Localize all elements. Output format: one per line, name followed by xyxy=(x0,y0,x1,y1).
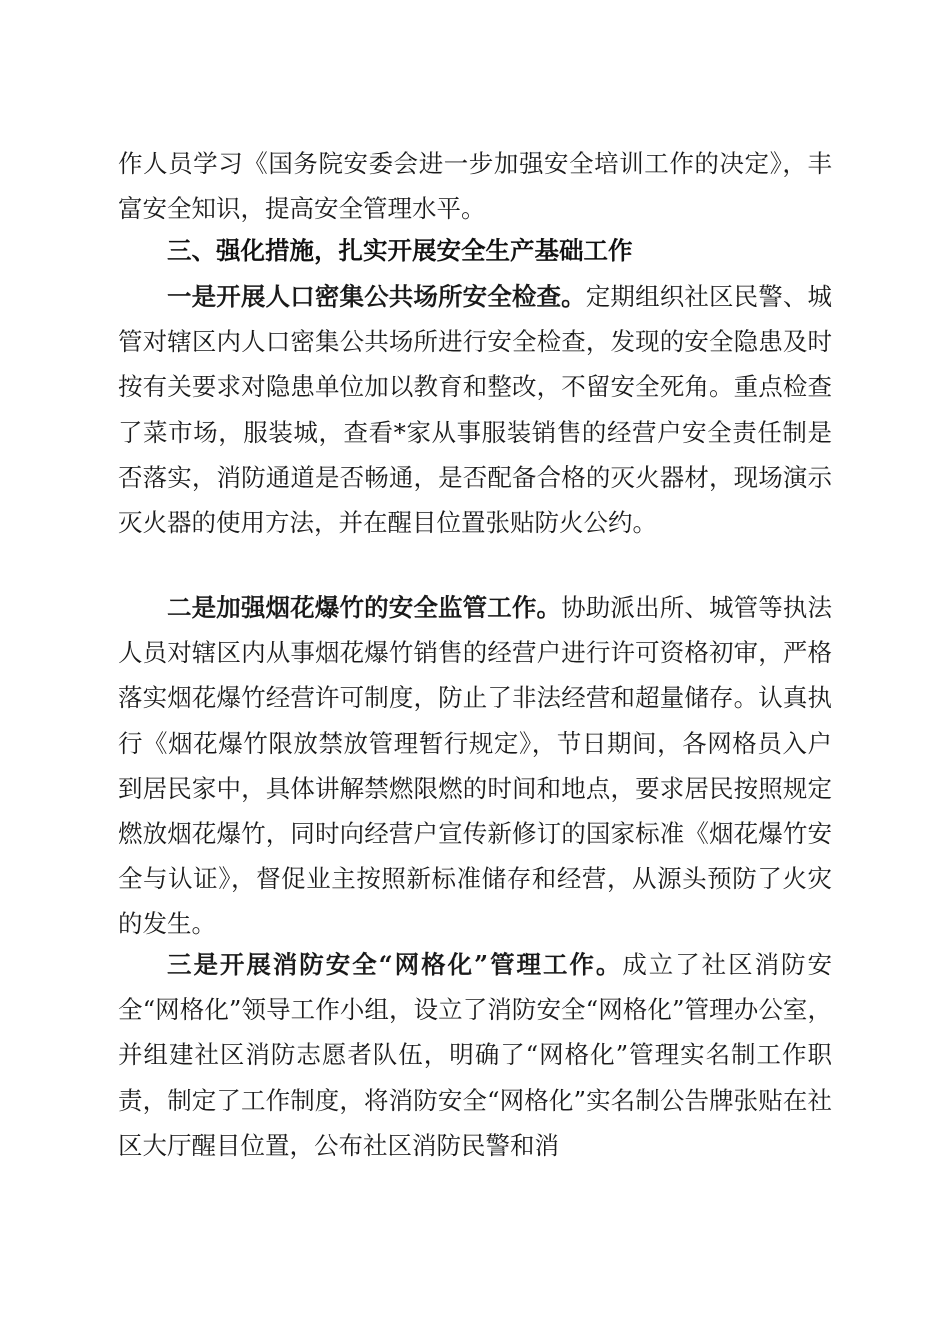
paragraph-continuation xyxy=(118,141,832,231)
paragraph-population-dense-inspection xyxy=(118,274,832,545)
paragraph-grid-management xyxy=(118,942,832,1168)
paragraph-lead: 二是加强烟花爆竹的安全监管工作。 xyxy=(167,593,562,622)
paragraph-text: 协助派出所、城管等执法人员对辖区内从事烟花爆竹销售的经营户进行许可资格初审，严格落实烟花爆竹经营许可制度，防止了非法经营和超量储存。认真执行《烟花爆竹限放禁放管理暂行规定》，节日期间，各网格员入户到居民家中，具体讲解禁燃限燃的时间和地点，要求居民按照规定燃放烟花爆竹，同时向经营户宣传新修订的国家标准《烟花爆竹安全与认证》，督促业主按照新标准储存和经营，从源头预防了火灾的发生。 xyxy=(118,593,833,939)
paragraph-text: 定期组织社区民警、城管对辖区内人口密集公共场所进行安全检查，发现的安全隐患及时按有关要求对隐患单位加以教育和整改，不留安全死角。重点检查了菜市场，服装城，查看*家从事服装销售的经营户安全责任制是否落实，消防通道是否畅通，是否配备合格的灭火器材，现场演示灭火器的使用方法，并在醒目位置张贴防火公约。 xyxy=(118,282,833,538)
paragraph-text: 作人员学习《国务院安委会进一步加强安全培训工作的决定》，丰富安全知识，提高安全管理水平。 xyxy=(118,149,832,224)
paragraph-text: 成立了社区消防安全“网格化”领导工作小组，设立了消防安全“网格化”管理办公室，并组建社区消防志愿者队伍，明确了“网格化”管理实名制工作职责，制定了工作制度，将消防安全“网格化”实名制公告牌张贴在社区大厅醒目位置，公布社区消防民警和消 xyxy=(118,950,832,1160)
paragraph-fireworks-supervision xyxy=(118,585,832,947)
paragraph-lead: 一是开展人口密集公共场所安全检查。 xyxy=(167,282,586,311)
section-heading: 三、强化措施，扎实开展安全生产基础工作 xyxy=(167,236,633,265)
paragraph-lead: 三是开展消防安全“网格化”管理工作。 xyxy=(167,950,623,979)
